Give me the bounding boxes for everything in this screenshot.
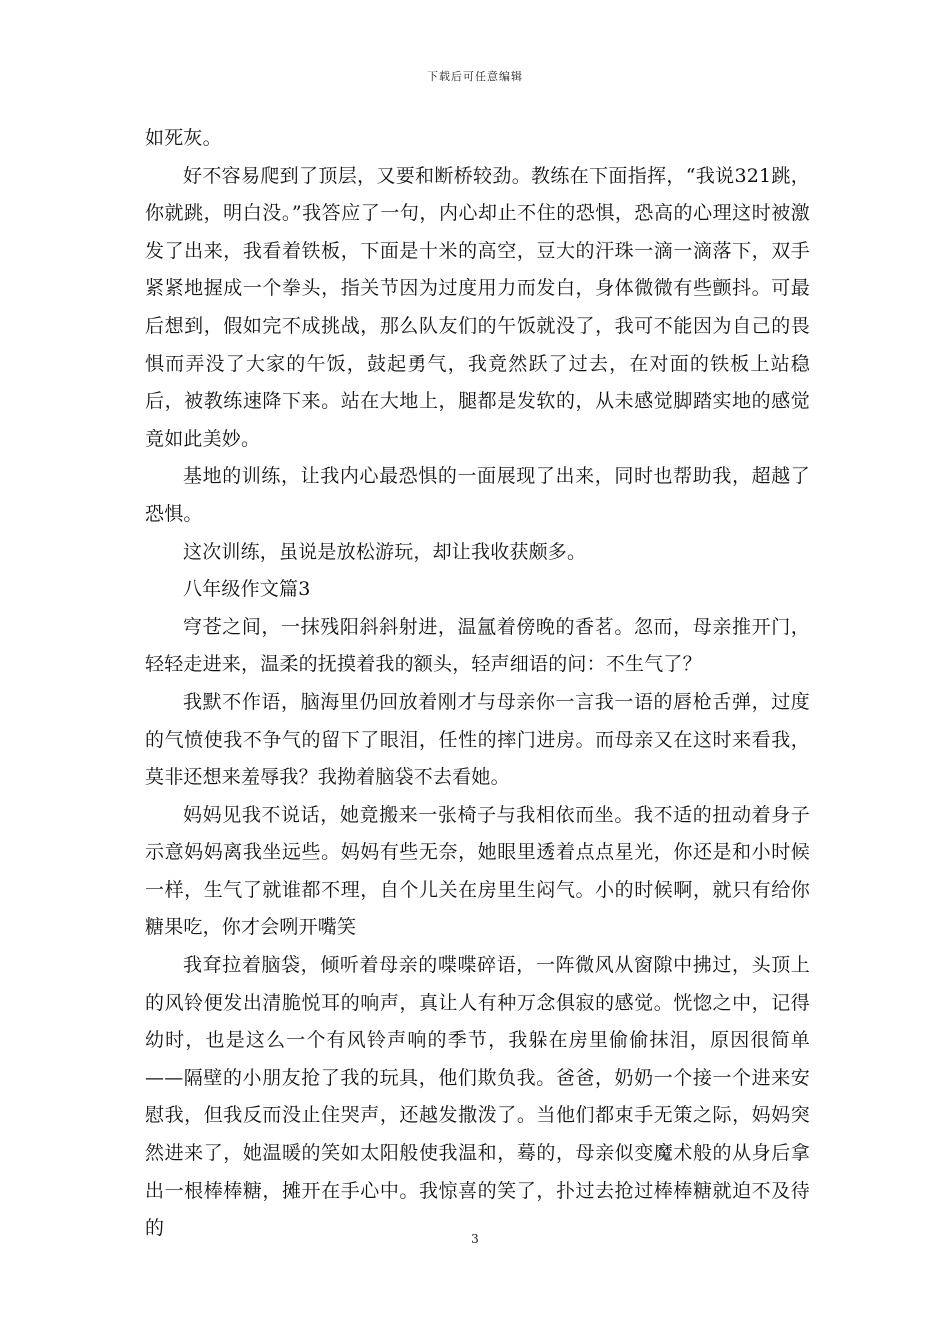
section-heading: 八年级作文篇3 bbox=[183, 578, 311, 601]
paragraph: 如死灰。 bbox=[145, 127, 222, 149]
paragraph: 穹苍之间，一抹残阳斜斜射进，温氲着傍晚的香茗。忽而，母亲推开门，轻轻走进来，温柔的抚摸着我的额头，轻声细语的问：不生气了？ bbox=[145, 615, 810, 676]
body-text bbox=[145, 120, 810, 1248]
paragraph: 妈妈见我不说话，她竟搬来一张椅子与我相依而坐。我不适的扭动着身子示意妈妈离我坐远些。妈妈有些无奈，她眼里透着点点星光，你还是和小时候一样，生气了就谁都不理，自个儿关在房里生闷气。小的时候啊，就只有给你糖果吃，你才会咧开嘴笑 bbox=[145, 803, 810, 939]
paragraph: 我耷拉着脑袋，倾听着母亲的喋喋碎语，一阵微风从窗隙中拂过，头顶上的风铃便发出清脆悦耳的响声，真让人有种万念俱寂的感觉。恍惚之中，记得幼时，也是这么一个有风铃声响的季节，我躲在房里偷偷抹泪，原因很简单——隔壁的小朋友抢了我的玩具，他们欺负我。爸爸，奶奶一个接一个进来安慰我，但我反而没止住哭声，还越发撒泼了。当他们都束手无策之际，妈妈突然进来了，她温暖的笑如太阳般使我温和，蓦的，母亲似变魔术般的从身后拿出一根棒棒糖，摊开在手心中。我惊喜的笑了，扑过去抢过棒棒糖就迫不及待的 bbox=[145, 954, 810, 1240]
paragraph: 好不容易爬到了顶层，又要和断桥较劲。教练在下面指挥，“我说321跳，你就跳，明白没。”我答应了一句，内心却止不住的恐惧，恐高的心理这时被激发了出来，我看着铁板，下面是十米的高空，豆大的汗珠一滴一滴落下，双手紧紧地握成一个拳头，指关节因为过度用力而发白，身体微微有些颤抖。可最后想到，假如完不成挑战，那么队友们的午饭就没了，我可不能因为自己的畏惧而弄没了大家的午饭，鼓起勇气，我竟然跃了过去，在对面的铁板上站稳后，被教练速降下来。站在大地上，腿都是发软的，从未感觉脚踏实地的感觉竟如此美妙。 bbox=[145, 164, 810, 450]
page-header: 下载后可任意编辑 bbox=[427, 70, 523, 83]
page-number: 3 bbox=[471, 1232, 479, 1246]
paragraph: 基地的训练，让我内心最恐惧的一面展现了出来，同时也帮助我，超越了恐惧。 bbox=[145, 465, 810, 525]
paragraph: 我默不作语，脑海里仍回放着刚才与母亲你一言我一语的唇枪舌弹，过度的气愤使我不争气的留下了眼泪，任性的摔门进房。而母亲又在这时来看我，莫非还想来羞辱我？我拗着脑袋不去看她。 bbox=[145, 690, 810, 789]
paragraph: 这次训练，虽说是放松游玩，却让我收获颇多。 bbox=[183, 540, 587, 563]
